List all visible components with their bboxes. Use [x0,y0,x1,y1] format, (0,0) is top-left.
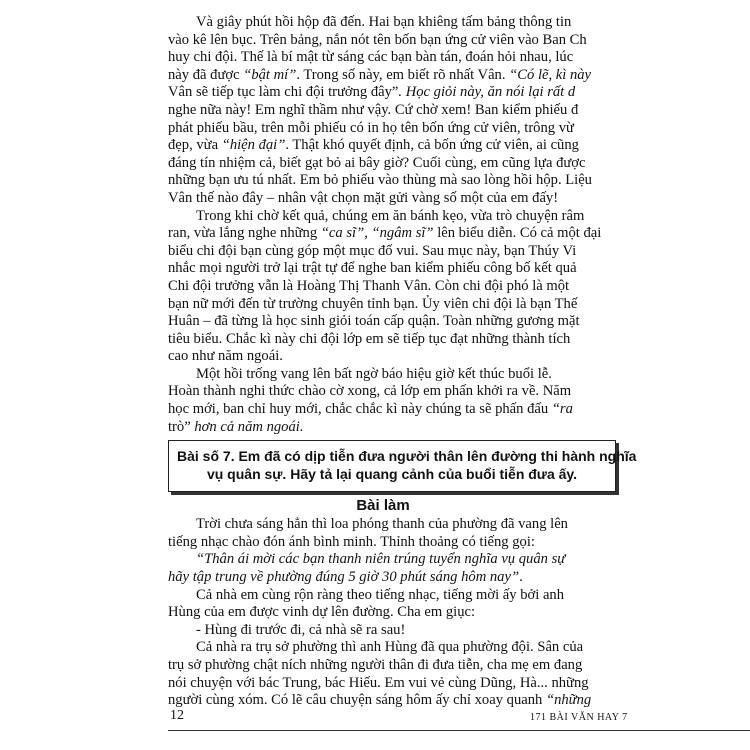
text-line: Một hồi trống vang lên bất ngờ báo hiệu giờ kết thúc buổi lễ. [196,365,552,382]
text-segment: này đã được [168,66,244,83]
italic-segment: “ca sĩ” [320,225,365,242]
essay-line: trụ sở phường chật ních những người thân đi đưa tiễn, cha mẹ em đang [168,657,583,673]
italic-segment: “Có lẽ, kì này [509,66,592,83]
text-line: bạn nữ mới đến từ trường chuyên tỉnh bạn. Ủy viên chi đội là bạn Thế [168,295,578,312]
text-line [168,67,750,85]
essay-body [168,516,750,710]
text-segment: , [364,225,372,242]
italic-segment: “bật mí” [243,66,297,83]
italic-segment: “Thân ái mời các bạn thanh niên trúng tuyển nghĩa vụ quân sự [196,551,566,568]
text-line: những bạn ưu tú nhất. Em bỏ phiếu vào thùng mà sao lòng hồi hộp. Liệu [168,172,592,189]
assignment-box [168,440,637,492]
text-line: vào kê lên bục. Trên bảng, nắn nót tên bốn bạn ứng cử viên vào Ban Ch [168,31,587,48]
essay-line: Trời chưa sáng hẳn thì loa phóng thanh của phường đã vang lên [196,516,568,533]
assignment-line-2: vụ quân sự. Hãy tả lại quang cảnh của buổi tiễn đưa ấy. [206,466,578,483]
text-line: đáng tín nhiệm cả, biết gạt bỏ ai bây giờ? Cuối cùng, em cũng lựa được [168,154,586,171]
text-segment: người cùng xóm. Có lẽ câu chuyện sáng hôm ấy chỉ xoay quanh [168,692,546,709]
essay-line: Hùng của em được vinh dự lên đường. Cha em giục: [168,604,476,621]
book-title: 171 BÀI VĂN HAY 7 [530,712,628,723]
text-segment: ran, vừa lắng nghe những [168,225,321,242]
essay-line: tiếng nhạc chào đón ánh bình minh. Thỉnh thoảng có tiếng gọi: [168,533,535,550]
text-line [168,84,750,102]
assignment-line-1: Bài số 7. Em đã có dịp tiễn đưa người thân lên đường thi hành nghĩa [177,448,637,465]
text-segment: học mới, ban chỉ huy mới, chắc chắc kì này chúng ta sẽ phấn đấu [168,401,552,418]
page-body [168,14,750,710]
essay-line: - Hùng đi trước đi, cả nhà sẽ ra sau! [196,621,406,638]
text-line: nhắc mọi người trở lại trật tự để nghe ban kiểm phiếu công bố kết quả [168,260,577,277]
essay-line [168,569,750,587]
text-line: Và giây phút hồi hộp đã đến. Hai bạn khiêng tấm bảng thông tin [196,14,572,30]
text-line: nghe nữa này! Em nghĩ thầm như vậy. Cứ chờ xem! Ban kiểm phiếu đ [168,101,579,118]
italic-segment: “hiện đại” [221,137,286,154]
text-segment: . Thật khó quyết định, cả bốn ứng cử viên, ai cũng [285,137,579,154]
italic-segment: . Học giỏi này, ăn nói lại rất d [398,84,576,101]
essay-line [168,692,750,710]
text-line: Huân – đã từng là học sinh giỏi toán cấp quận. Toàn những gương mặt [168,313,580,330]
text-segment: lên biểu diễn. Có cả một đại [433,225,602,242]
essay-line: nói chuyện với bác Trung, bác Hiếu. Em vui vẻ cùng Dũng, Hà... những [168,674,589,691]
section-heading: Bài làm [356,497,410,515]
footer-rule [168,730,750,731]
text-line: tiêu biểu. Chắc kì này chi đội lớp em sẽ tiếp tục đạt những thành tích [168,330,571,347]
text-line: Chi đội trưởng vẫn là Hoàng Thị Thanh Vân. Còn chi đội phó là một [168,277,570,294]
italic-segment: hơn cả năm ngoái. [190,418,304,435]
text-segment: Vân sẽ tiếp tục làm chi đội trưởng đây” [168,84,399,101]
italic-segment: “ra [551,401,573,418]
text-line [168,137,750,155]
italic-segment: “những [545,692,592,709]
italic-segment: “ngâm sĩ” [371,225,434,242]
text-line: Trong khi chờ kết quả, chúng em ăn bánh kẹo, vừa trò chuyện râm [196,207,585,224]
text-segment: . Trong số này, em biết rõ nhất Vân. [296,66,510,83]
text-segment: đẹp, vừa [168,137,222,154]
text-line: Hoàn thành nghi thức chào cờ xong, cả lớp em phấn khởi ra về. Năm [168,383,572,400]
text-line: biểu chi đội bạn cùng góp một mục đố vui. Sau mục này, bạn Thúy Vi [168,242,577,259]
text-line: phát phiếu bầu, trên mỗi phiếu có in họ tên bốn ứng cử viên, trông vừ [168,119,574,136]
text-line: Vân thế nào đây – nhân vật chọn mặt gửi vàng số một của em đấy! [168,189,559,206]
text-line: huy chi đội. Thế là bí mật từ sáng các bạn bàn tán, đoán hỏi nhau, lúc [168,49,574,66]
text-segment: trò” [168,418,191,435]
text-segment: . [519,569,523,586]
paragraph-2 [168,208,750,366]
italic-segment: hãy tập trung về phường đúng 5 giờ 30 phút sáng hôm nay” [168,569,520,586]
text-line [168,225,750,243]
essay-line: Cả nhà ra trụ sở phường thì anh Hùng đã qua phường đội. Sân của [196,639,584,656]
text-line [168,401,750,419]
paragraph-1 [168,14,750,208]
book-page [168,0,750,750]
essay-line: Cả nhà em cùng rộn ràng theo tiếng nhạc, tiếng mời ấy bởi anh [196,586,565,603]
paragraph-3 [168,366,750,436]
page-number: 12 [170,708,184,723]
essay-line [168,551,750,569]
text-line: cao như năm ngoái. [168,348,283,365]
text-line [168,419,750,437]
